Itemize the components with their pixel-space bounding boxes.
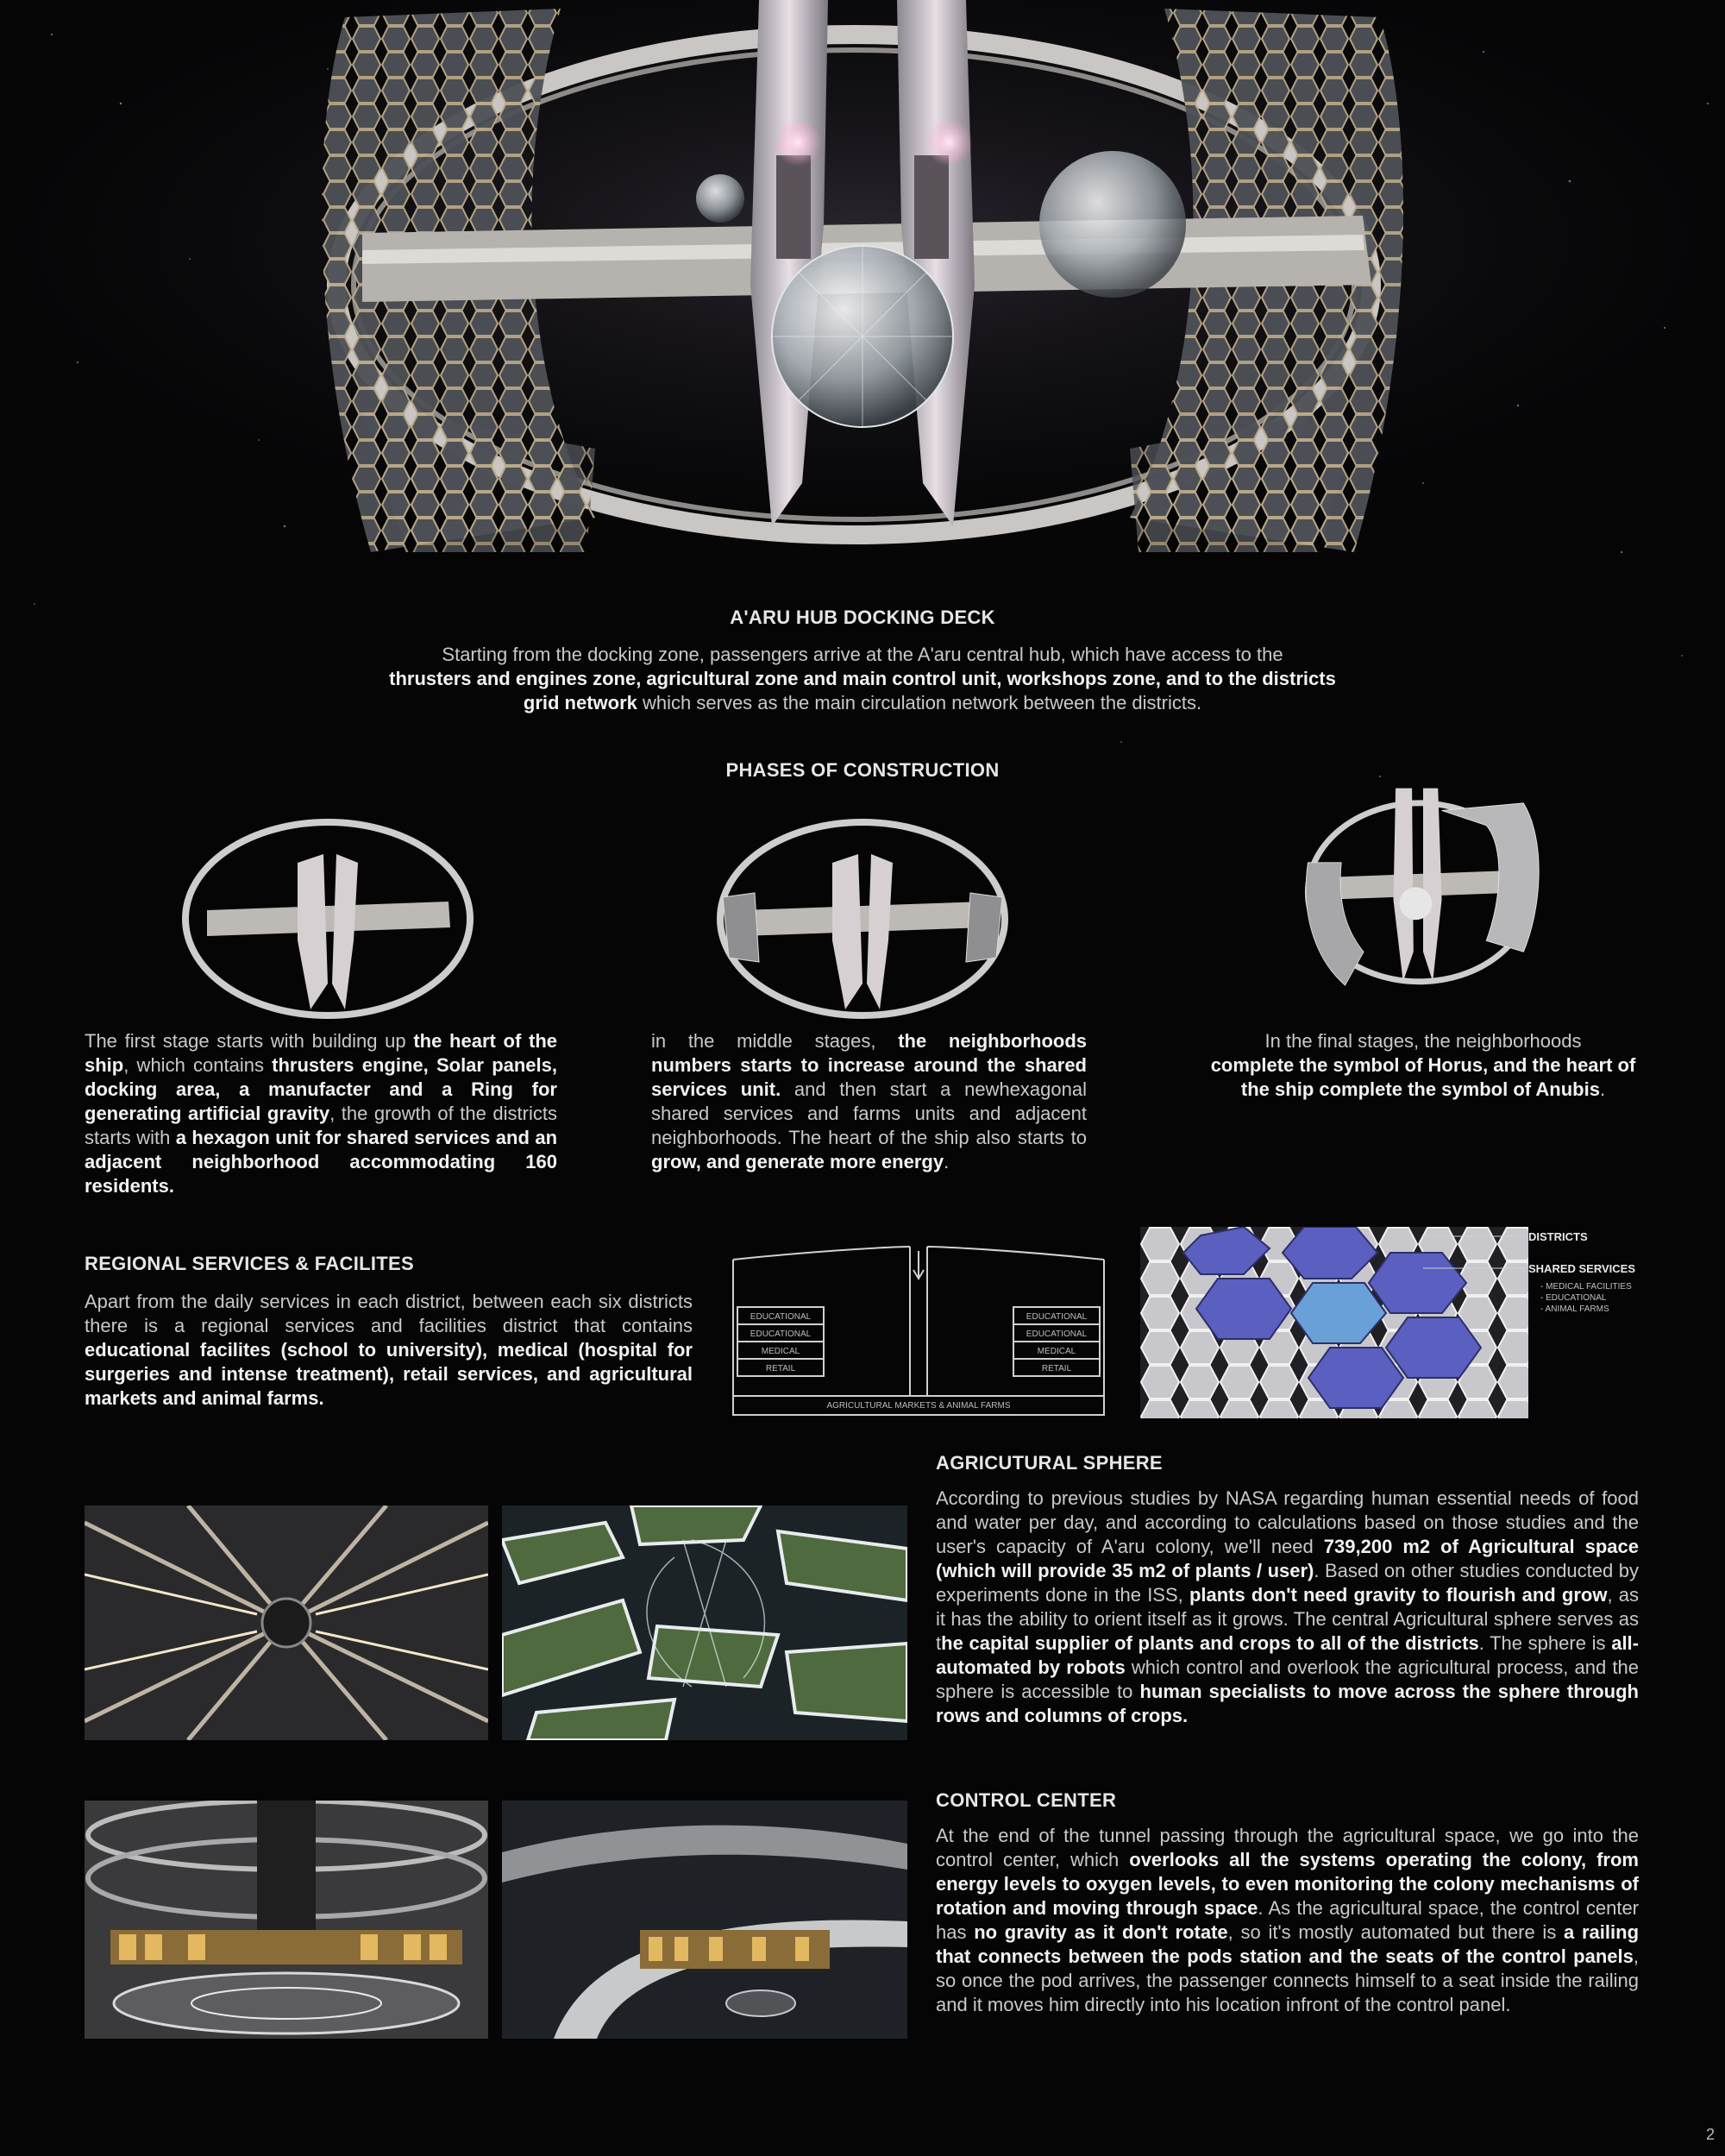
control-center-render-2: [502, 1801, 907, 2039]
phase-2-text: [651, 1029, 1087, 1174]
phase-2-text-b: the neighborhoods numbers starts to increase around the shared services unit.: [651, 1030, 1087, 1100]
control-text-d: no gravity as it don't rotate: [974, 1921, 1228, 1943]
hub-title: A'ARU HUB DOCKING DECK: [730, 607, 995, 628]
control-text-a: At the end of the tunnel passing through the agricultural space, we go into the control center, which: [936, 1825, 1639, 1870]
agri-text: [936, 1487, 1639, 1728]
phase-1-text-a: The first stage starts with building up: [85, 1030, 414, 1052]
label-educational-left-2: EDUCATIONAL: [750, 1329, 812, 1339]
legend-educational: - EDUCATIONAL: [1540, 1293, 1607, 1303]
legend-medical: - MEDICAL FACILITIES: [1540, 1282, 1632, 1292]
phase-2-text-e: .: [944, 1151, 950, 1172]
control-text-f: a railing that connects between the pods station and the seats of the control panels: [936, 1921, 1640, 1967]
agri-sphere-render: [502, 1505, 907, 1740]
agri-text-d: plants don't need gravity to flourish and grow: [1189, 1584, 1608, 1606]
agri-text-e: , as it has the ability to orient itself as it grows. The central Agricultural sphere serves as t: [936, 1584, 1639, 1654]
label-retail-left: RETAIL: [765, 1364, 796, 1373]
phase-2-text-a: in the middle stages,: [651, 1030, 899, 1052]
districts-legend: [1423, 1223, 1665, 1318]
hub-docking-deck-render: [0, 0, 1725, 595]
page-number: 2: [1705, 2126, 1715, 2143]
control-text-e: , so it's mostly automated but there is: [1227, 1921, 1565, 1943]
phase-3-text: [1208, 1029, 1639, 1102]
phase-1-text: [85, 1029, 557, 1198]
legend-shared-services: SHARED SERVICES: [1528, 1262, 1636, 1275]
agri-text-a: According to previous studies by NASA regarding human essential needs of food and water per day, and according to calculations based on those studies and the user's capacity of A'aru colony, we'll need: [936, 1487, 1639, 1557]
label-retail-right: RETAIL: [1041, 1364, 1072, 1373]
phase-3-text-a: In the final stages, the neighborhoods: [1264, 1030, 1582, 1052]
agri-text-c: . Based on other studies conducted by experiments done in the ISS,: [936, 1560, 1639, 1606]
phases-title: PHASES OF CONSTRUCTION: [725, 759, 1000, 781]
phase-1-text-d: thrusters engine, Solar panels, docking area, a manufacter and a Ring for generating artificial gravity: [85, 1054, 557, 1124]
control-text-b: overlooks all the systems operating the colony, from energy levels to oxygen levels, to even monitoring the colony mechanisms of rotation and moving through space: [936, 1849, 1639, 1919]
phase-1-text-e: , the growth of the districts starts with: [85, 1103, 557, 1148]
hub-text-1: Starting from the docking zone, passengers arrive at the A'aru central hub, which have access to the: [442, 644, 1283, 665]
regional-section-diagram: [729, 1242, 1108, 1419]
phase-1-text-b: the heart of the ship: [85, 1030, 558, 1076]
label-educational-left-1: EDUCATIONAL: [750, 1312, 812, 1322]
agri-tunnel-render: [85, 1505, 488, 1740]
agri-text-f: he capital supplier of plants and crops to all of the districts: [941, 1632, 1479, 1654]
phase-2-text-d: grow, and generate more energy: [651, 1151, 944, 1172]
label-agri-markets: AGRICULTURAL MARKETS & ANIMAL FARMS: [826, 1401, 1011, 1411]
label-educational-right-2: EDUCATIONAL: [1026, 1329, 1088, 1339]
hub-text-3: grid network: [523, 692, 637, 713]
phase-1-text-f: a hexagon unit for shared services and an adjacent neighborhood accommodating 160 residents.: [85, 1127, 558, 1197]
regional-text-b: educational facilites (school to university), medical (hospital for surgeries and intense treatment), retail services, and agricultural markets and animal farms.: [85, 1339, 693, 1409]
regional-text: [85, 1290, 693, 1411]
phase-1-render: [172, 811, 483, 1027]
label-medical-right: MEDICAL: [1037, 1347, 1076, 1356]
hub-text-4: which serves as the main circulation network between the districts.: [637, 692, 1202, 713]
regional-title: REGIONAL SERVICES & FACILITES: [85, 1253, 414, 1274]
control-text-c: . As the agricultural space, the control center has: [936, 1897, 1640, 1943]
phase-3-text-b: complete the symbol of Horus, and the heart of the ship complete the symbol of Anubis: [1210, 1054, 1636, 1100]
phase-2-render: [707, 811, 1018, 1027]
agri-text-g: . The sphere is: [1478, 1632, 1612, 1654]
agri-text-i: which control and overlook the agricultural process, and the sphere is accessible to: [936, 1656, 1639, 1702]
legend-districts: DISTRICTS: [1528, 1230, 1588, 1243]
agri-text-j: human specialists to move across the sphere through rows and columns of crops.: [936, 1681, 1639, 1726]
agri-text-h: all-automated by robots: [936, 1632, 1639, 1678]
legend-animal-farms: - ANIMAL FARMS: [1540, 1304, 1609, 1314]
phase-3-text-c: .: [1599, 1078, 1606, 1100]
phase-3-render: [1268, 781, 1578, 996]
regional-text-a: Apart from the daily services in each district, between each six districts there is a regional services and facilities district that contains: [85, 1291, 693, 1336]
phase-1-text-c: , which contains: [123, 1054, 273, 1076]
agri-text-b: 739,200 m2 of Agricultural space (which will provide 35 m2 of plants / user): [936, 1536, 1639, 1581]
hub-description: [328, 643, 1397, 715]
control-text: [936, 1824, 1639, 2017]
label-educational-right-1: EDUCATIONAL: [1026, 1312, 1088, 1322]
control-title: CONTROL CENTER: [936, 1789, 1117, 1811]
label-medical-left: MEDICAL: [761, 1347, 800, 1356]
phase-2-text-c: and then start a newhexagonal shared services and farms units and adjacent neighborhoods. The heart of the ship also starts to: [651, 1078, 1087, 1148]
control-text-g: , so once the pod arrives, the passenger connects himself to a seat inside the railing and it moves him directly into his location infront of the control panel.: [936, 1945, 1639, 2015]
agri-title: AGRICUTURAL SPHERE: [936, 1452, 1163, 1474]
control-center-render-1: [85, 1801, 488, 2039]
hub-text-2: thrusters and engines zone, agricultural zone and main control unit, workshops zone, and to the districts: [389, 668, 1336, 689]
